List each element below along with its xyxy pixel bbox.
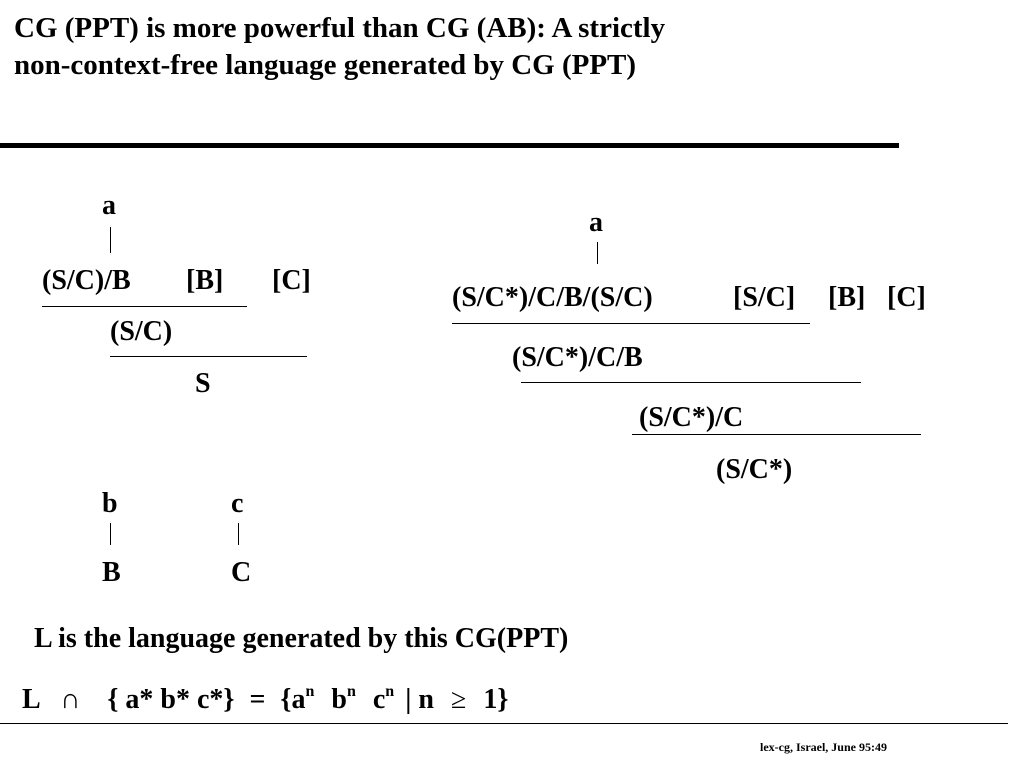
left-cat-b: [B] [186,265,224,296]
formula-regular-set: { a* b* c*} [107,684,235,715]
lexicon-b-connector [110,523,111,545]
lexicon-c-connector [238,523,239,545]
right-leaf-a: a [589,207,603,238]
exponent-n-c: n [385,683,395,700]
right-result: (S/C*) [716,454,793,485]
lexicon-word-b: b [102,488,118,519]
lexicon-cat-b: B [102,557,121,588]
title-divider [0,143,899,148]
equals-symbol: = [249,684,266,715]
formula-rhs-open: {a [280,684,306,715]
footer-divider [0,723,1008,724]
left-cat-main: (S/C)/B [42,265,131,296]
right-cat-main: (S/C*)/C/B/(S/C) [452,282,653,313]
left-leaf-a: a [102,190,116,221]
language-statement: L is the language generated by this CG(PPT) [34,623,569,654]
slide-title [14,10,665,84]
right-cat-c: [C] [887,282,926,313]
exponent-n-b: n [346,683,356,700]
footer-text: lex-cg, Israel, June 95:49 [760,740,887,754]
left-derivation-line-2 [110,356,307,357]
lexicon-word-c: c [231,488,244,519]
left-leaf-connector [110,227,111,253]
right-derivation-line-1 [452,323,810,324]
title-line-1: CG (PPT) is more powerful than CG (AB): A strictly [14,12,666,44]
right-cat-sc: [S/C] [733,282,796,313]
right-step-1: (S/C*)/C/B [512,342,643,373]
right-step-2: (S/C*)/C [639,402,744,433]
language-formula [22,683,509,715]
formula-lhs: L [22,684,40,715]
left-result: S [195,368,211,399]
left-derivation-line-1 [42,306,247,307]
left-cat-c: [C] [272,265,311,296]
right-cat-b: [B] [828,282,866,313]
formula-condition: | n [405,684,434,715]
formula-b: b [331,684,347,715]
right-derivation-line-2 [521,382,861,383]
formula-rhs-close: 1} [483,684,509,715]
exponent-n-a: n [305,683,315,700]
left-step-1: (S/C) [110,316,173,347]
geq-symbol: ≥ [450,684,467,715]
formula-c: c [372,684,386,715]
title-line-2: non-context-free language generated by CG (PPT) [14,49,637,81]
lexicon-cat-c: C [231,557,252,588]
right-leaf-connector [597,242,598,264]
right-derivation-line-3 [632,434,921,435]
intersect-symbol: ∩ [60,684,81,715]
